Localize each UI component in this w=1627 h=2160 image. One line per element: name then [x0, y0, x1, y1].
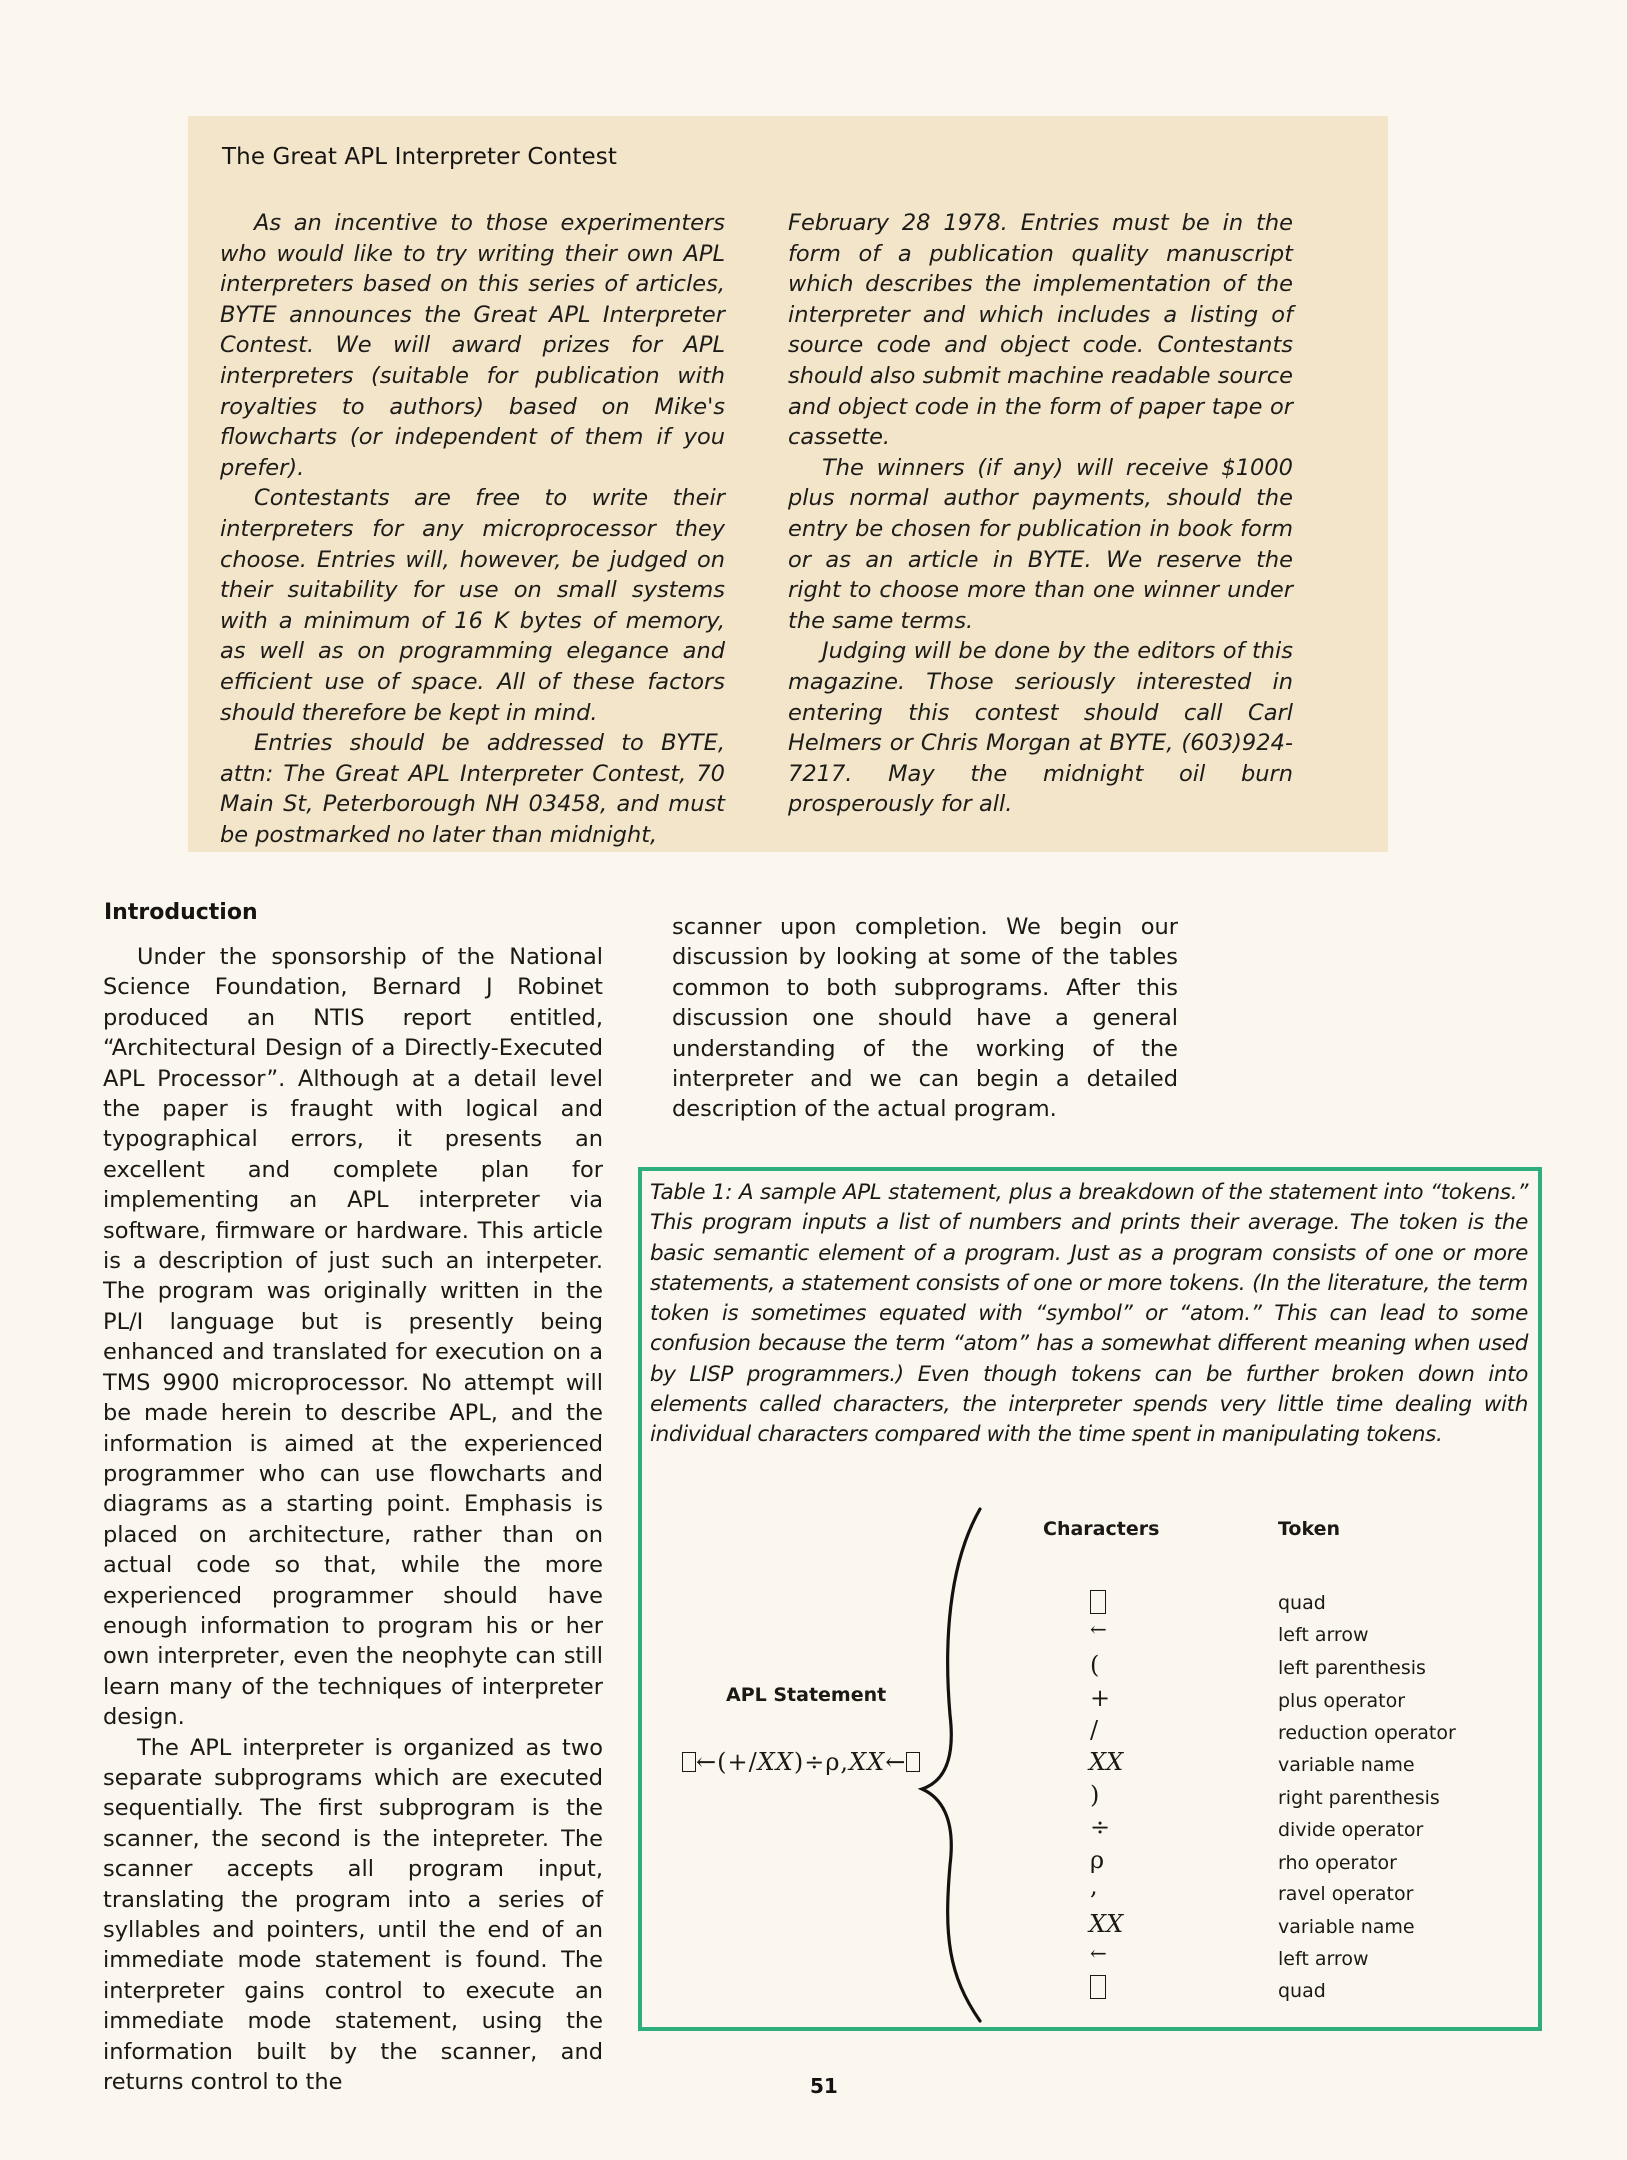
token-header: Token	[1278, 1518, 1341, 1540]
token-char: ,	[1090, 1872, 1098, 1900]
sidebar-title: The Great APL Interpreter Contest	[222, 144, 617, 170]
left-arrow-icon: ←	[1090, 1617, 1107, 1641]
article-paragraph: Under the sponsorship of the National Science Foundation, Bernard J Robinet produced an NTIS report entitled, “Architectural Design of a Directly-Executed APL Processor”. Although at a detail level the paper is fraught with logical and typographical errors, it presents an excellent and complete plan for implementing an APL interpreter via software, firmware or hardware. This article is a description of just such an interpeter. The program was originally written in the PL/I language but is presently being enhanced and translated for execution on a TMS 9900 microprocessor. No attempt will be made herein to describe APL, and the information is aimed at the experienced programmer who can use flowcharts and diagrams as a starting point. Emphasis is placed on architecture, rather than on actual code so that, while the more experienced programmer should have enough information to program his or her own interpreter, even the neophyte can still learn many of the techniques of interpreter design.	[103, 944, 603, 1731]
token-char: )	[1090, 1781, 1100, 1809]
article-paragraph: scanner upon completion. We begin our discussion by looking at some of the tables common to both subprograms. After this discussion one should have a general understanding of the working of the interpreter and we can begin a detailed description of the actual program.	[672, 914, 1178, 1123]
quad-icon	[682, 1752, 696, 1772]
token-name: left arrow	[1278, 1624, 1369, 1646]
token-char: XX	[1089, 1748, 1124, 1776]
token-name: plus operator	[1278, 1690, 1406, 1712]
token-name: left parenthesis	[1278, 1657, 1426, 1679]
sidebar-paragraph: Contestants are free to write their interpreters for any microprocessor they choose. Entries will, however, be judged on their suitability for use on small systems with a minimum of 16 K bytes of memory, as well as on programming elegance and efficient use of space. All of these factors should therefore be kept in mind.	[220, 485, 725, 726]
token-name: variable name	[1278, 1754, 1415, 1776]
stmt-part: ←	[885, 1748, 907, 1776]
characters-header: Characters	[1043, 1518, 1160, 1540]
stmt-part: XX	[757, 1748, 794, 1776]
sidebar-column-left	[220, 208, 725, 850]
token-char: +	[1090, 1684, 1111, 1712]
token-name: variable name	[1278, 1916, 1415, 1938]
rho-icon: ρ	[1090, 1846, 1105, 1874]
stmt-part: )÷ρ,	[793, 1748, 850, 1776]
token-name: ravel operator	[1278, 1883, 1414, 1905]
stmt-part: ←(+/	[696, 1748, 758, 1776]
token-name: rho operator	[1278, 1852, 1397, 1874]
sidebar-paragraph: Entries should be addressed to BYTE, attn: The Great APL Interpreter Contest, 70 Main St, Peterborough NH 03458, and must be postmarked no later than midnight,	[220, 730, 725, 848]
article-column-right	[672, 912, 1178, 1125]
token-char: /	[1090, 1716, 1099, 1744]
page-number: 51	[810, 2074, 838, 2098]
token-name: quad	[1278, 1592, 1326, 1614]
table-caption: Table 1: A sample APL statement, plus a breakdown of the statement into “tokens.” This program inputs a list of numbers and prints their average. The token is the basic semantic element of a program. Just as a program consists of one or more statements, a statement consists of one or more tokens. (In the literature, the term token is sometimes equated with “symbol” or “atom.” This can lead to some confusion because the term “atom” has a somewhat different meaning when used by LISP programmers.) Even though tokens can be further broken down into elements called characters, the interpreter spends very little time dealing with individual characters compared with the time spent in manipulating tokens.	[650, 1180, 1528, 1448]
token-char: (	[1090, 1651, 1100, 1679]
token-name: right parenthesis	[1278, 1787, 1440, 1809]
divide-icon: ÷	[1090, 1813, 1111, 1841]
token-char: XX	[1089, 1910, 1124, 1938]
curly-brace-icon	[840, 1505, 1000, 2025]
section-heading: Introduction	[104, 900, 258, 925]
sidebar-paragraph: Judging will be done by the editors of this magazine. Those seriously interested in entering this contest should call Carl Helmers or Chris Morgan at BYTE, (603)924-7217. May the midnight oil burn prosperously for all.	[788, 638, 1293, 818]
token-name: divide operator	[1278, 1819, 1424, 1841]
left-arrow-icon: ←	[1090, 1941, 1107, 1965]
apl-statement-label: APL Statement	[726, 1684, 887, 1706]
sidebar-paragraph: February 28 1978. Entries must be in the form of a publication quality manuscript which describes the implementation of the interpreter and which includes a listing of source code and object code. Contestants should also submit machine readable source and object code in the form of paper tape or cassette.	[788, 210, 1293, 451]
article-paragraph: The APL interpreter is organized as two separate subprograms which are executed sequentially. The first subprogram is the scanner, the second is the intepreter. The scanner accepts all program input, translating the program into a series of syllables and pointers, until the end of an immediate mode statement is found. The interpreter gains control to execute an immediate mode statement, using the information built by the scanner, and returns control to the	[103, 1734, 603, 2096]
quad-icon	[1090, 1975, 1130, 2003]
quad-icon	[1090, 1590, 1130, 1618]
sidebar-paragraph: The winners (if any) will receive $1000 plus normal author payments, should the entry be chosen for publication in book form or as an article in BYTE. We reserve the right to choose more than one winner under the same terms.	[788, 454, 1293, 634]
stmt-part: XX	[849, 1748, 886, 1776]
token-name: reduction operator	[1278, 1722, 1456, 1744]
token-name: quad	[1278, 1980, 1326, 2002]
token-name: left arrow	[1278, 1948, 1369, 1970]
article-column-left	[103, 942, 603, 2097]
sidebar-paragraph: As an incentive to those experimenters who would like to try writing their own APL interpreters based on this series of articles, BYTE announces the Great APL Interpreter Contest. We will award prizes for APL interpreters (suitable for publication with royalties to authors) based on Mike's flowcharts (or independent of them if you prefer).	[220, 210, 725, 481]
sidebar-column-right	[788, 208, 1293, 820]
